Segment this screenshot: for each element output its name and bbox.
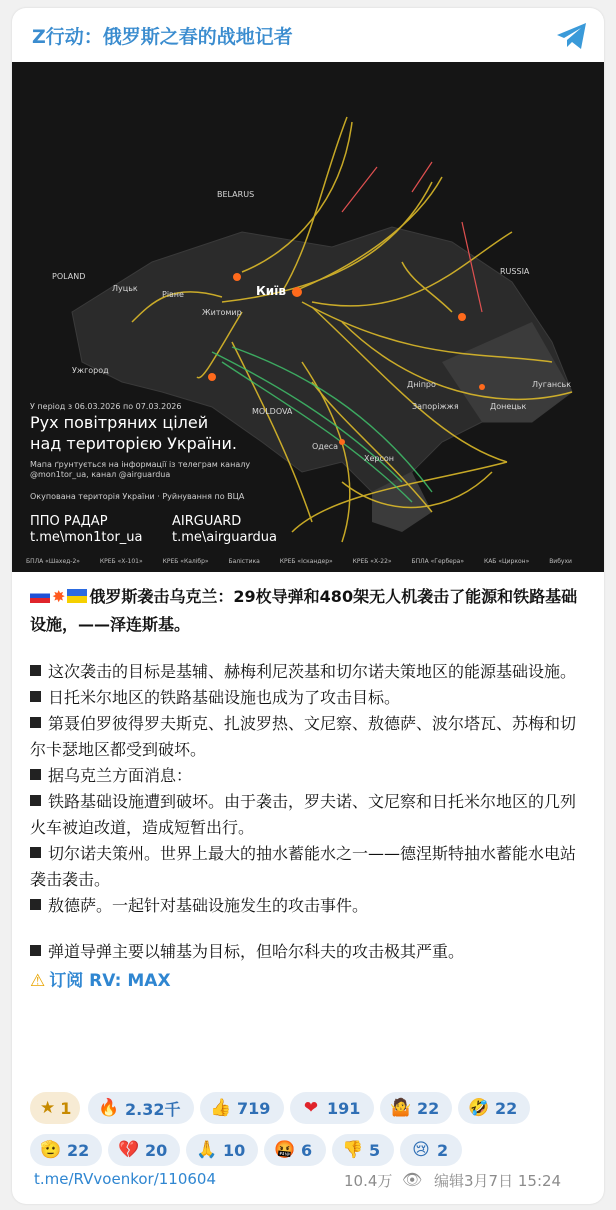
bullet-icon (30, 795, 41, 806)
map-city-label: Ужгород (72, 366, 109, 375)
reaction-thumbs-down[interactable]: 👎 5 (332, 1134, 394, 1166)
broken-heart-icon: 💔 (118, 1140, 140, 1160)
post-headline: ✸ 俄罗斯袭击乌克兰：29枚导弹和480架无人机袭击了能源和铁路基础设施，——泽连斯基。 (30, 587, 578, 634)
bullet-icon (30, 717, 41, 728)
reaction-pray[interactable]: 🙏 10 (186, 1134, 258, 1166)
map-legend: БПЛА «Шахед-2» КРЕБ «Х-101» КРЕБ «Калібр» Балістика КРЕБ «Іскандер» КРЕБ «Х-22» БПЛА «Гербера» КАБ «Циркон» Вибухи (26, 558, 572, 565)
telegram-icon[interactable] (554, 18, 590, 54)
warning-icon: ⚠ (30, 971, 46, 991)
bullet-icon (30, 769, 41, 780)
reaction-star[interactable]: ★ 1 (30, 1092, 80, 1124)
subscribe-link[interactable]: ⚠ 订阅 RV: MAX (30, 971, 171, 991)
reaction-fire[interactable]: 🔥 2.32千 (88, 1092, 194, 1124)
russia-flag-icon (30, 589, 50, 603)
map-city-label: Житомир (202, 308, 242, 317)
post-paragraph: 据乌克兰方面消息： (30, 763, 590, 789)
shrug-icon: 🤷 (390, 1098, 412, 1118)
bullet-icon (30, 665, 41, 676)
rofl-icon: 🤣 (468, 1098, 490, 1118)
bullet-icon (30, 847, 41, 858)
post-paragraph: 弹道导弹主要以辅基为目标，但哈尔科夫的攻击极其严重。 (30, 939, 590, 965)
map-region-label: BELARUS (217, 190, 255, 199)
map-city-label: Луганськ (532, 380, 572, 389)
thumbs-down-icon: 👎 (342, 1140, 364, 1160)
bullet-icon (30, 899, 41, 910)
fire-icon: 🔥 (98, 1098, 120, 1118)
pray-icon: 🙏 (196, 1140, 218, 1160)
post-paragraph: 铁路基础设施遭到破坏。由于袭击，罗夫诺、文尼察和日托米尔地区的几列火车被迫改道，造成短暂出行。 (30, 792, 577, 837)
map-region-label: POLAND (52, 272, 86, 281)
post-paragraph: 切尔诺夫策州。世界上最大的抽水蓄能水之一——德涅斯特抽水蓄能水电站袭击袭击。 (30, 844, 577, 889)
map-city-label: Дніпро (407, 380, 436, 389)
crying-icon: 😢 (412, 1140, 430, 1160)
map-city-label: Херсон (364, 454, 395, 463)
post-text (30, 583, 590, 995)
reaction-cursing[interactable]: 🤬 6 (264, 1134, 326, 1166)
post-link[interactable]: t.me/RVvoenkor/110604 (34, 1170, 217, 1188)
map-city-label: Луцьк (112, 284, 138, 293)
explosion-icon: ✸ (52, 587, 66, 606)
eye-icon: 👁 (402, 1170, 423, 1189)
ukraine-flag-icon (67, 589, 87, 603)
message-footer (30, 1170, 590, 1194)
map-title: Рух повітряних цілей над територією України. (30, 413, 237, 453)
reaction-broken-heart[interactable]: 💔 20 (108, 1134, 180, 1166)
bullet-icon (30, 691, 41, 702)
post-paragraph: 日托米尔地区的铁路基础设施也成为了攻击目标。 (30, 685, 590, 711)
star-icon: ★ (40, 1098, 56, 1118)
map-description: Мапа ґрунтується на інформації із телеграм каналу @mon1tor_ua, канал @airguardua (30, 460, 251, 479)
map-region-label: MOLDOVA (252, 407, 293, 416)
map-legend-top: Окупована територія України · Руйнування по ВЦА (30, 492, 245, 501)
post-paragraph: 这次袭击的目标是基辅、赫梅利尼茨基和切尔诺夫策地区的能源基础设施。 (30, 659, 590, 685)
post-paragraph: 敖德萨。一起针对基础设施发生的攻击事件。 (30, 893, 590, 919)
ppo-radar-brand: ППО РАДАР t.me\mon1tor_ua (30, 514, 143, 545)
map-city-label: Рівне (162, 290, 184, 299)
attack-map-image[interactable] (12, 62, 604, 572)
salute-icon: 🫡 (40, 1140, 62, 1160)
thumbs-up-icon: 👍 (210, 1098, 232, 1118)
cursing-icon: 🤬 (274, 1140, 296, 1160)
bullet-icon (30, 945, 41, 956)
reaction-crying[interactable]: 😢 2 (400, 1134, 462, 1166)
channel-title[interactable]: Z行动：俄罗斯之春的战地记者 (32, 26, 293, 48)
map-city-label: Одеса (312, 442, 339, 451)
view-count: 10.4万 (344, 1172, 393, 1190)
message-header (12, 8, 604, 60)
reaction-salute[interactable]: 🫡 22 (30, 1134, 102, 1166)
airguard-brand: AIRGUARD t.me\airguardua (172, 514, 277, 545)
map-city-label: Запоріжжя (412, 402, 459, 411)
map-city-label: Київ (256, 284, 286, 298)
edited-timestamp: 编辑3月7日 15:24 (434, 1172, 562, 1190)
reaction-rofl[interactable]: 🤣 22 (458, 1092, 530, 1124)
reaction-shrug[interactable]: 🤷 22 (380, 1092, 452, 1124)
reaction-thumbs-up[interactable]: 👍 719 (200, 1092, 284, 1124)
message-card (12, 8, 604, 1204)
reaction-heart[interactable]: ❤ 191 (290, 1092, 374, 1124)
post-paragraph: 第聂伯罗彼得罗夫斯克、扎波罗热、文尼察、敖德萨、波尔塔瓦、苏梅和切尔卡瑟地区都受到破坏。 (30, 714, 577, 759)
map-period: У період з 06.03.2026 по 07.03.2026 (30, 402, 182, 411)
map-region-label: RUSSIA (500, 267, 530, 276)
map-city-label: Донецьк (490, 402, 527, 411)
heart-icon: ❤ (303, 1098, 319, 1118)
